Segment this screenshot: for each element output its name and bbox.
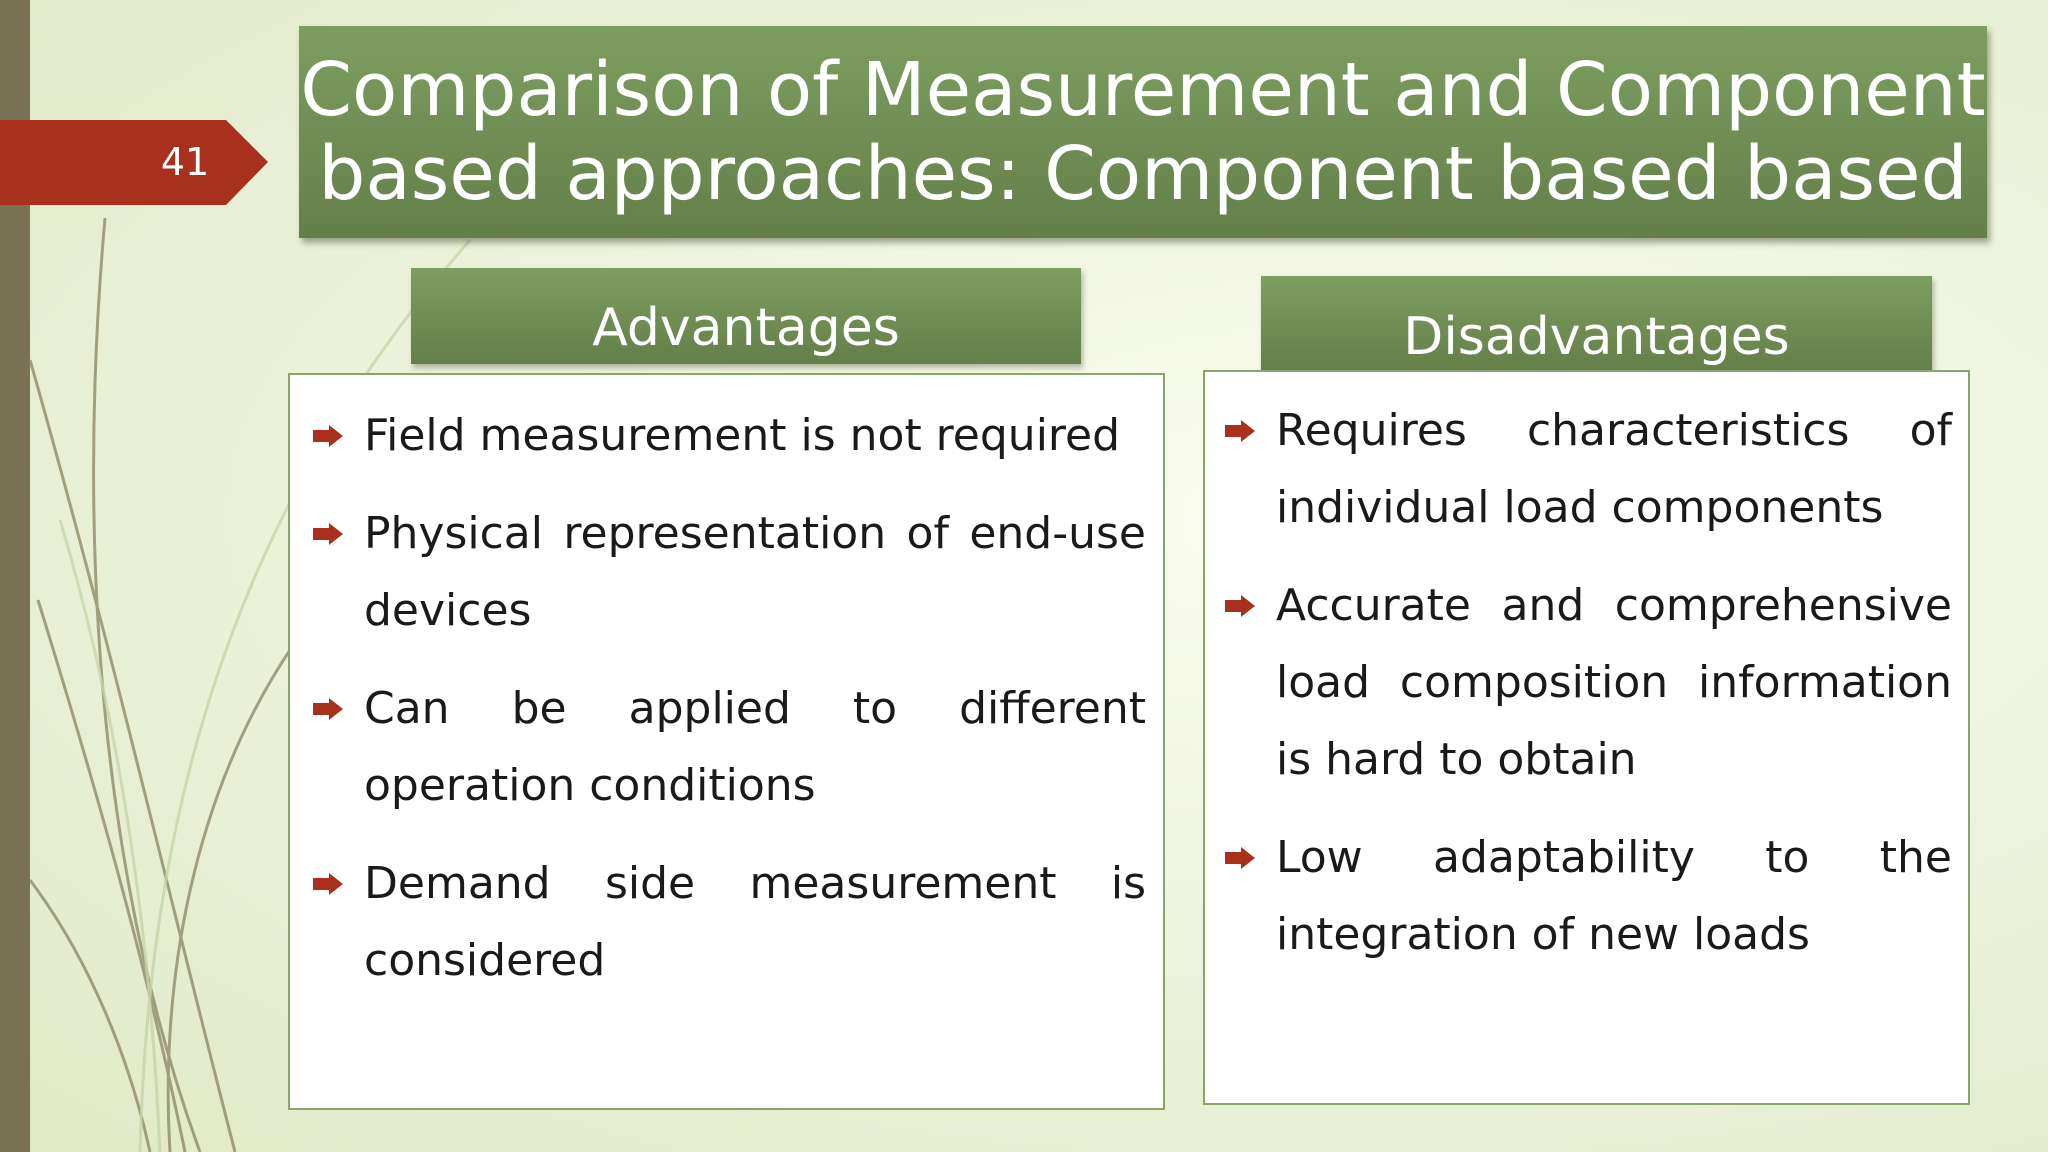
disadvantages-panel xyxy=(1203,370,1970,1105)
right-arrow-icon xyxy=(1224,392,1276,469)
list-item xyxy=(312,845,1146,999)
slide-title xyxy=(300,48,1985,216)
advantages-list xyxy=(312,397,1146,999)
list-item-text: Can be applied to different operation conditions xyxy=(364,683,1146,811)
slide-title-line-1: Comparison of Measurement and Component xyxy=(300,47,1986,133)
right-arrow-icon xyxy=(312,495,364,572)
advantages-panel xyxy=(288,373,1165,1110)
list-item xyxy=(1224,392,1952,546)
right-arrow-icon xyxy=(312,670,364,747)
disadvantages-list xyxy=(1224,392,1952,973)
list-item-text: Low adaptability to the integration of new loads xyxy=(1276,832,1952,960)
list-item xyxy=(312,670,1146,824)
list-item-text: Requires characteristics of individual load components xyxy=(1276,405,1952,533)
list-item xyxy=(312,495,1146,649)
right-arrow-icon xyxy=(312,845,364,922)
disadvantages-header: Disadvantages xyxy=(1261,276,1932,372)
slide-title-line-2: based approaches: Component based based xyxy=(318,131,1968,217)
advantages-header: Advantages xyxy=(411,268,1081,364)
list-item-text: Accurate and comprehensive load composition information is hard to obtain xyxy=(1276,580,1952,785)
right-arrow-icon xyxy=(1224,819,1276,896)
list-item xyxy=(312,397,1146,474)
list-item-text: Demand side measurement is considered xyxy=(364,858,1146,986)
right-arrow-icon xyxy=(312,397,364,474)
list-item-text: Field measurement is not required xyxy=(364,410,1121,461)
slide-number-tab xyxy=(0,120,268,205)
list-item xyxy=(1224,567,1952,798)
list-item xyxy=(1224,819,1952,973)
title-banner xyxy=(299,26,1987,238)
right-arrow-icon xyxy=(1224,567,1276,644)
list-item-text: Physical representation of end-use devices xyxy=(364,508,1146,636)
slide-number: 41 xyxy=(160,140,210,184)
